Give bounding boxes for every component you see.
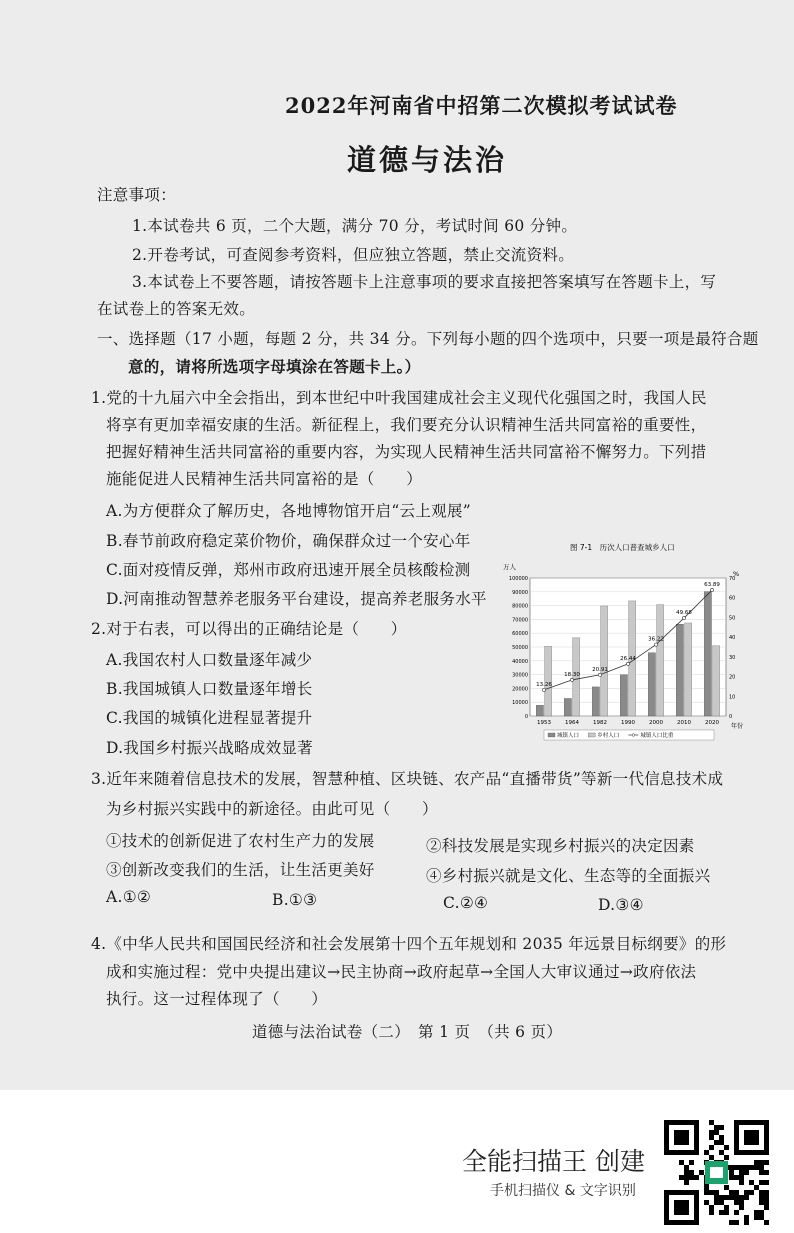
qr-module	[734, 1210, 739, 1215]
qr-module	[744, 1195, 749, 1200]
qr-module	[704, 1150, 709, 1155]
qr-module	[709, 1205, 714, 1210]
qr-module	[764, 1190, 769, 1195]
qr-module	[714, 1195, 719, 1200]
chart-y2tick-label: 70	[729, 576, 736, 582]
q1-option-b: B.春节前政府稳定菜价物价，确保群众过一个安心年	[106, 532, 471, 550]
note-item: 1.本试卷共 6 页，二个大题，满分 70 分，考试时间 60 分钟。	[132, 217, 578, 235]
qr-module	[729, 1170, 734, 1175]
chart-xtick-label: 2010	[677, 720, 691, 726]
q1-option-a: A.为方便群众了解历史，各地博物馆开启“云上观展”	[106, 502, 471, 520]
page-footer: 道德与法治试卷（二） 第 1 页 （共 6 页）	[252, 1023, 563, 1041]
chart-bar-urban	[648, 653, 655, 716]
qr-module	[709, 1130, 714, 1135]
chart-xtick-label: 2000	[649, 720, 663, 726]
exam-title: 2022年河南省中招第二次模拟考试试卷	[285, 93, 678, 118]
qr-module	[754, 1165, 759, 1170]
qr-module	[734, 1195, 739, 1200]
chart-legend-label: 乡村人口	[597, 733, 620, 739]
population-chart	[500, 538, 748, 750]
chart-y2tick-label: 50	[729, 615, 736, 622]
qr-module	[684, 1165, 689, 1170]
chart-ytick-label: 10000	[512, 700, 528, 707]
chart-bar-urban	[592, 687, 599, 716]
q3-option-d: D.③④	[598, 896, 644, 914]
chart-y2tick-label: 0	[729, 714, 733, 720]
chart-xtick-label: 1964	[565, 720, 579, 726]
chart-ytick-label: 40000	[512, 658, 528, 665]
chart-y2label: %	[733, 570, 740, 578]
qr-module	[764, 1200, 769, 1205]
qr-module	[739, 1195, 744, 1200]
q4-stem-line: 执行。这一过程体现了（ ）	[106, 990, 328, 1008]
chart-ytick-label: 100000	[508, 576, 528, 582]
qr-module	[679, 1175, 684, 1180]
chart-point-urban-ratio	[626, 662, 629, 665]
qr-module	[684, 1175, 689, 1180]
q3-statement-1: ①技术的创新促进了农村生产力的发展	[106, 832, 375, 850]
qr-module	[759, 1195, 764, 1200]
qr-module	[729, 1195, 734, 1200]
qr-module	[739, 1200, 744, 1205]
qr-module	[734, 1190, 739, 1195]
chart-y2tick-label: 10	[729, 694, 736, 701]
q1-option-c: C.面对疫情反弹，郑州市政府迅速开展全员核酸检测	[106, 561, 471, 579]
q1-option-d: D.河南推动智慧养老服务平台建设，提高养老服务水平	[106, 590, 487, 608]
qr-module	[739, 1205, 744, 1210]
qr-module	[759, 1165, 764, 1170]
qr-module	[714, 1130, 719, 1135]
qr-module	[709, 1135, 714, 1140]
qr-module	[724, 1205, 729, 1210]
chart-point-urban-ratio	[542, 688, 545, 691]
subject-title: 道德与法治	[347, 143, 508, 177]
q3-statement-2: ②科技发展是实现乡村振兴的决定因素	[426, 837, 695, 855]
qr-module	[729, 1220, 734, 1225]
qr-module	[764, 1195, 769, 1200]
qr-finder-inner	[744, 1130, 759, 1145]
q2-option-a: A.我国农村人口数量逐年减少	[106, 651, 313, 669]
note-item: 2.开卷考试，可查阅参考资料，但应独立答题，禁止交流资料。	[132, 246, 574, 264]
chart-legend-swatch	[588, 733, 595, 737]
q2-option-b: B.我国城镇人口数量逐年增长	[106, 680, 313, 698]
chart-data-label: 49.68	[676, 610, 692, 617]
scanner-app-icon-glyph	[710, 1167, 723, 1178]
chart-xtick-label: 1982	[593, 720, 607, 726]
chart-ytick-label: 80000	[512, 603, 528, 610]
qr-module	[709, 1210, 714, 1215]
qr-module	[764, 1170, 769, 1175]
scanner-brand: 全能扫描王 创建	[462, 1147, 645, 1176]
qr-code-icon	[664, 1120, 769, 1225]
q1-stem-line: 施能促进人民精神生活共同富裕的是（ ）	[106, 470, 423, 488]
qr-module	[719, 1125, 724, 1130]
chart-data-label: 18.30	[564, 671, 580, 678]
qr-module	[724, 1210, 729, 1215]
qr-module	[764, 1160, 769, 1165]
q3-statement-4: ④乡村振兴就是文化、生态等的全面振兴	[426, 867, 711, 885]
qr-module	[749, 1180, 754, 1185]
qr-module	[759, 1200, 764, 1205]
chart-bar-rural	[657, 605, 664, 716]
chart-ytick-label: 90000	[512, 589, 528, 596]
q3-option-b: B.①③	[272, 891, 318, 909]
qr-module	[714, 1200, 719, 1205]
q3-stem-line: 为乡村振兴实践中的新途径。由此可见（ ）	[106, 800, 438, 818]
note-item: 在试卷上的答案无效。	[97, 300, 256, 318]
qr-module	[759, 1170, 764, 1175]
qr-module	[759, 1215, 764, 1220]
qr-module	[689, 1160, 694, 1165]
qr-module	[764, 1180, 769, 1185]
chart-ytick-label: 70000	[512, 617, 528, 624]
qr-module	[729, 1175, 734, 1180]
qr-module	[709, 1190, 714, 1195]
chart-data-label: 36.22	[648, 636, 664, 643]
chart-ytick-label: 0	[524, 714, 528, 720]
chart-bar-rural	[601, 606, 608, 716]
qr-module	[719, 1210, 724, 1215]
q1-stem-line: 1.党的十九届六中全会指出，到本世纪中叶我国建成社会主义现代化强国之时，我国人民	[91, 389, 707, 407]
chart-point-urban-ratio	[570, 678, 573, 681]
qr-module	[709, 1120, 714, 1125]
chart-y2tick-label: 30	[729, 654, 736, 661]
chart-point-urban-ratio	[682, 616, 685, 619]
qr-module	[734, 1175, 739, 1180]
q2-option-c: C.我国的城镇化进程显著提升	[106, 709, 313, 727]
chart-data-label: 26.44	[620, 655, 636, 662]
section-heading-line2: 意的，请将所选项字母填涂在答题卡上。）	[128, 357, 421, 376]
chart-bar-urban	[620, 675, 627, 716]
qr-module	[739, 1165, 744, 1170]
chart-point-urban-ratio	[598, 673, 601, 676]
chart-legend-label: 城镇人口	[557, 733, 580, 739]
qr-module	[754, 1160, 759, 1165]
chart-data-label: 20.91	[592, 666, 608, 673]
qr-module	[749, 1190, 754, 1195]
section-heading-line1: 一、选择题（17 小题，每题 2 分，共 34 分。下列每小题的四个选项中，只要一项是最符合题	[97, 330, 759, 348]
qr-module	[744, 1220, 749, 1225]
qr-module	[764, 1220, 769, 1225]
qr-module	[729, 1190, 734, 1195]
q2-option-d: D.我国乡村振兴战略成效显著	[106, 739, 314, 757]
q4-stem-line: 成和实施过程：党中央提出建议→民主协商→政府起草→全国人大审议通过→政府依法	[106, 963, 697, 981]
qr-module	[709, 1155, 714, 1160]
q4-stem-line: 4.《中华人民共和国国民经济和社会发展第十四个五年规划和 2035 年远景目标纲要》的形	[91, 935, 727, 953]
qr-module	[724, 1145, 729, 1150]
qr-module	[759, 1160, 764, 1165]
qr-module	[759, 1190, 764, 1195]
qr-module	[704, 1190, 709, 1195]
qr-module	[724, 1185, 729, 1190]
q3-stem-line: 3.近年来随着信息技术的发展，智慧种植、区块链、农产品“直播带货”等新一代信息技术成	[91, 770, 724, 788]
qr-module	[744, 1165, 749, 1170]
chart-bar-urban	[536, 705, 543, 716]
chart-point-urban-ratio	[654, 643, 657, 646]
qr-module	[704, 1185, 709, 1190]
chart-ylabel: 万人	[503, 563, 516, 571]
qr-module	[699, 1170, 704, 1175]
chart-xtick-label: 1953	[537, 720, 551, 726]
qr-module	[749, 1165, 754, 1170]
q3-option-a: A.①②	[106, 888, 152, 906]
chart-data-label: 63.89	[704, 582, 720, 589]
qr-module	[719, 1135, 724, 1140]
chart-data-label: 13.26	[536, 681, 552, 688]
note-item: 3.本试卷上不要答题，请按答题卡上注意事项的要求直接把答案填写在答题卡上，写	[132, 273, 717, 291]
q3-option-c: C.②④	[443, 894, 489, 912]
qr-module	[734, 1220, 739, 1225]
qr-module	[689, 1170, 694, 1175]
chart-point-urban-ratio	[710, 588, 713, 591]
chart-legend-marker	[632, 734, 635, 737]
chart-legend-label: 城镇人口比重	[640, 733, 674, 739]
qr-module	[714, 1140, 719, 1145]
chart-legend-swatch	[548, 733, 555, 737]
chart-xtick-label: 1990	[621, 720, 635, 726]
qr-module	[739, 1170, 744, 1175]
q2-stem: 2.对于右表，可以得出的正确结论是（ ）	[91, 620, 407, 638]
qr-module	[724, 1195, 729, 1200]
qr-module	[684, 1180, 689, 1185]
qr-module	[754, 1185, 759, 1190]
qr-finder-inner	[674, 1130, 689, 1145]
qr-module	[729, 1165, 734, 1170]
qr-module	[679, 1160, 684, 1165]
qr-module	[734, 1200, 739, 1205]
qr-module	[719, 1150, 724, 1155]
scanner-slogan: 手机扫描仪 & 文字识别	[490, 1183, 636, 1199]
chart-ytick-label: 60000	[512, 631, 528, 638]
qr-module	[684, 1170, 689, 1175]
qr-module	[719, 1200, 724, 1205]
qr-module	[739, 1175, 744, 1180]
chart-ytick-label: 30000	[512, 672, 528, 679]
chart-xtick-label: 2020	[705, 720, 719, 726]
chart-ytick-label: 20000	[512, 686, 528, 693]
chart-ytick-label: 50000	[512, 645, 528, 651]
chart-bar-urban	[704, 592, 711, 716]
qr-module	[694, 1175, 699, 1180]
chart-y2tick-label: 60	[729, 595, 736, 602]
qr-module	[754, 1210, 759, 1215]
qr-module	[719, 1140, 724, 1145]
qr-module	[714, 1190, 719, 1195]
chart-y2tick-label: 40	[729, 635, 736, 642]
qr-module	[744, 1170, 749, 1175]
chart-bar-rural	[713, 646, 720, 716]
chart-title: 图 7-1 历次人口普查城乡人口	[570, 543, 675, 552]
qr-module	[714, 1125, 719, 1130]
qr-module	[704, 1200, 709, 1205]
qr-module	[719, 1195, 724, 1200]
qr-module	[739, 1180, 744, 1185]
qr-module	[759, 1210, 764, 1215]
notes-heading: 注意事项：	[97, 186, 177, 204]
qr-module	[744, 1215, 749, 1220]
qr-module	[744, 1190, 749, 1195]
q1-stem-line: 把握好精神生活共同富裕的重要内容，为实现人民精神生活共同富裕不懈努力。下列措	[106, 443, 707, 461]
q3-statement-3: ③创新改变我们的生活，让生活更美好	[106, 861, 375, 879]
chart-bar-rural	[685, 623, 692, 716]
qr-module	[759, 1180, 764, 1185]
qr-finder-inner	[674, 1200, 689, 1215]
chart-xlabel: 年份	[731, 723, 744, 730]
qr-module	[709, 1145, 714, 1150]
chart-bar-urban	[676, 624, 683, 716]
qr-module	[734, 1165, 739, 1170]
section-heading	[97, 327, 759, 349]
qr-module	[689, 1175, 694, 1180]
qr-module	[764, 1205, 769, 1210]
chart-bar-urban	[564, 698, 571, 716]
qr-module	[754, 1215, 759, 1220]
q1-stem-line: 将享有更加幸福安康的生活。新征程上，我们要充分认识精神生活共同富裕的重要性，	[106, 416, 707, 434]
qr-module	[724, 1155, 729, 1160]
chart-y2tick-label: 20	[729, 674, 736, 681]
